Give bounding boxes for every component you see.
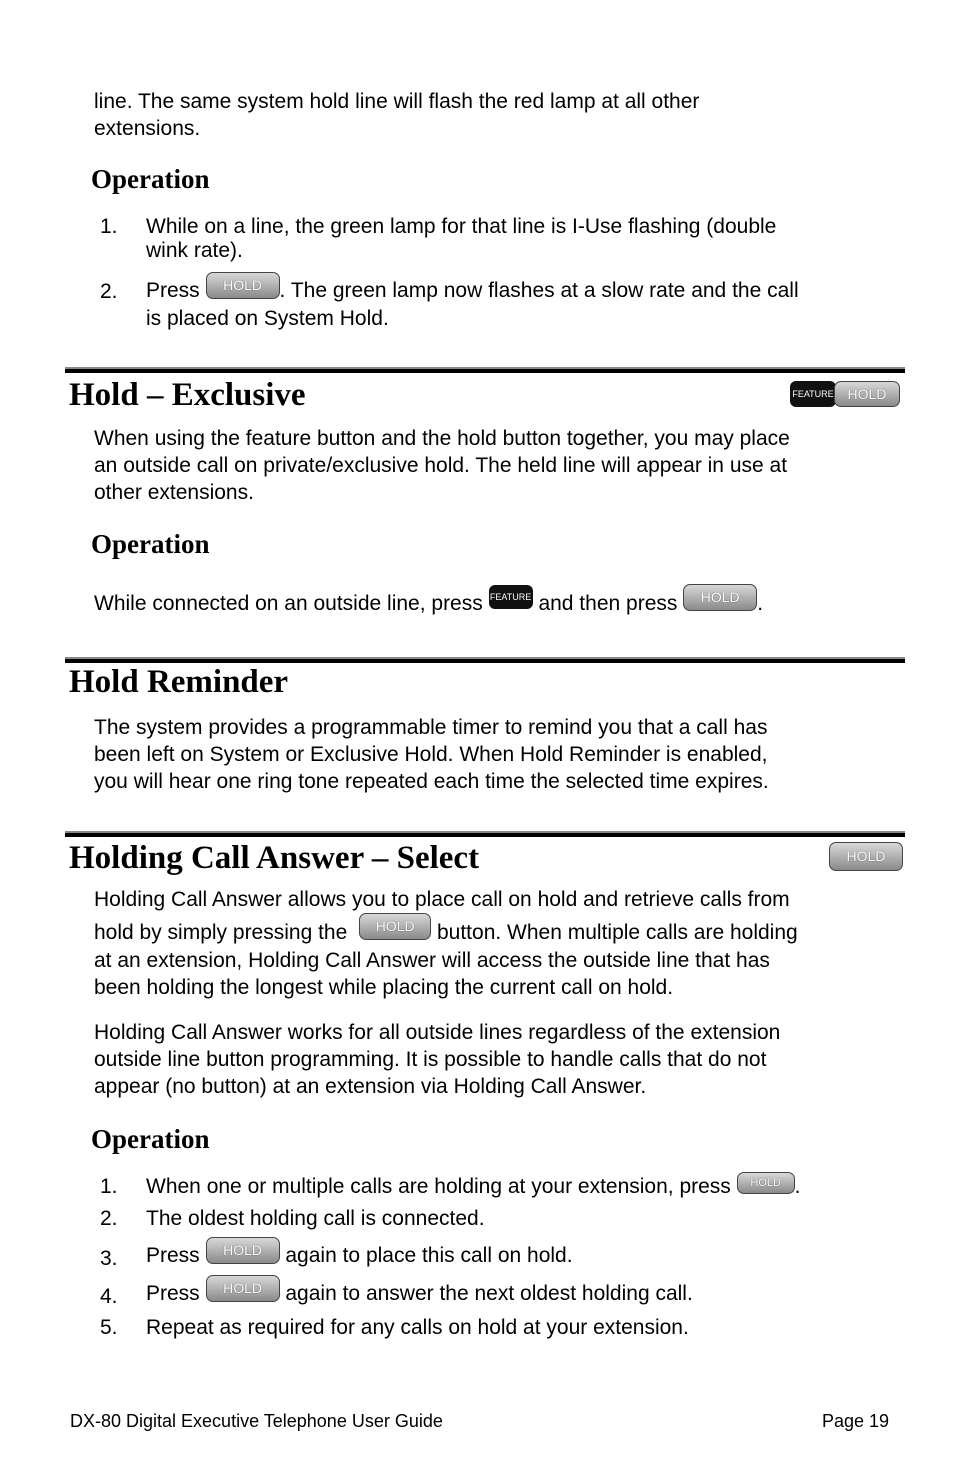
hold-button-icon: HOLD bbox=[206, 1237, 280, 1264]
list-item: Repeat as required for any calls on hold at your extension. bbox=[146, 1316, 689, 1339]
footer-title: DX-80 Digital Executive Telephone User Guide bbox=[70, 1411, 443, 1431]
operation-heading-2: Operation bbox=[91, 529, 210, 559]
list-item: Press HOLD again to answer the next oldest holding call. bbox=[146, 1274, 906, 1314]
answer-paragraph-2: Holding Call Answer works for all outside lines regardless of the extension outside line button programming. It is possible to handle calls that do not appear (no button) at an extension via Holding Call Answer. bbox=[94, 1021, 781, 1098]
section-title-hold-exclusive: Hold – Exclusive bbox=[69, 377, 306, 413]
list-item: When one or multiple calls are holding at your extension, press HOLD . bbox=[146, 1173, 906, 1200]
feature-hold-combo-icon bbox=[790, 381, 900, 407]
hold-button-icon: HOLD bbox=[683, 584, 757, 611]
list-item: While on a line, the green lamp for that line is I-Use flashing (double wink rate). bbox=[146, 215, 777, 262]
operation-heading-3: Operation bbox=[91, 1124, 210, 1154]
list-item: Press HOLD again to place this call on hold. bbox=[146, 1236, 906, 1276]
feature-button-icon: FEATURE bbox=[489, 585, 533, 609]
exclusive-description: When using the feature button and the hold button together, you may place an outside call on private/exclusive hold. The held line will appear in use at other extensions. bbox=[94, 427, 790, 504]
exclusive-operation-text: While connected on an outside line, press FEATURE and then press HOLD . bbox=[94, 584, 763, 624]
section-rule bbox=[65, 831, 905, 837]
intro-text: line. The same system hold line will flash the red lamp at all other extensions. bbox=[94, 90, 700, 140]
hold-button-icon: HOLD bbox=[359, 913, 431, 940]
page-number: Page 19 bbox=[822, 1411, 890, 1431]
section-title-hold-reminder: Hold Reminder bbox=[69, 664, 289, 700]
list-item: The oldest holding call is connected. bbox=[146, 1207, 485, 1230]
hold-button-icon: HOLD bbox=[737, 1172, 795, 1194]
section-title-holding-call-answer: Holding Call Answer – Select bbox=[69, 840, 480, 876]
list-item: Press HOLD . The green lamp now flashes at a slow rate and the call is placed on System Hold. bbox=[146, 272, 906, 332]
hold-button-icon: HOLD bbox=[829, 842, 903, 871]
hold-button-icon: HOLD bbox=[206, 1275, 280, 1302]
hold-button-icon: HOLD bbox=[834, 381, 900, 407]
section-rule bbox=[65, 367, 905, 373]
feature-button-icon: FEATURE bbox=[790, 381, 836, 407]
reminder-description: The system provides a programmable timer to remind you that a call has been left on System or Exclusive Hold. When Hold Reminder is enabled, you will hear one ring tone repeated each time the selected time expires. bbox=[94, 716, 769, 793]
hold-button-icon: HOLD bbox=[206, 272, 280, 299]
answer-paragraph-1: Holding Call Answer allows you to place call on hold and retrieve calls from hold by simply pressing the HOLD button. When multiple calls are holding at an extension, Holding Call Answer will access the outside line that has been holding the longest while placing the current call on hold. bbox=[94, 888, 798, 999]
operation-heading-1: Operation bbox=[91, 164, 210, 194]
